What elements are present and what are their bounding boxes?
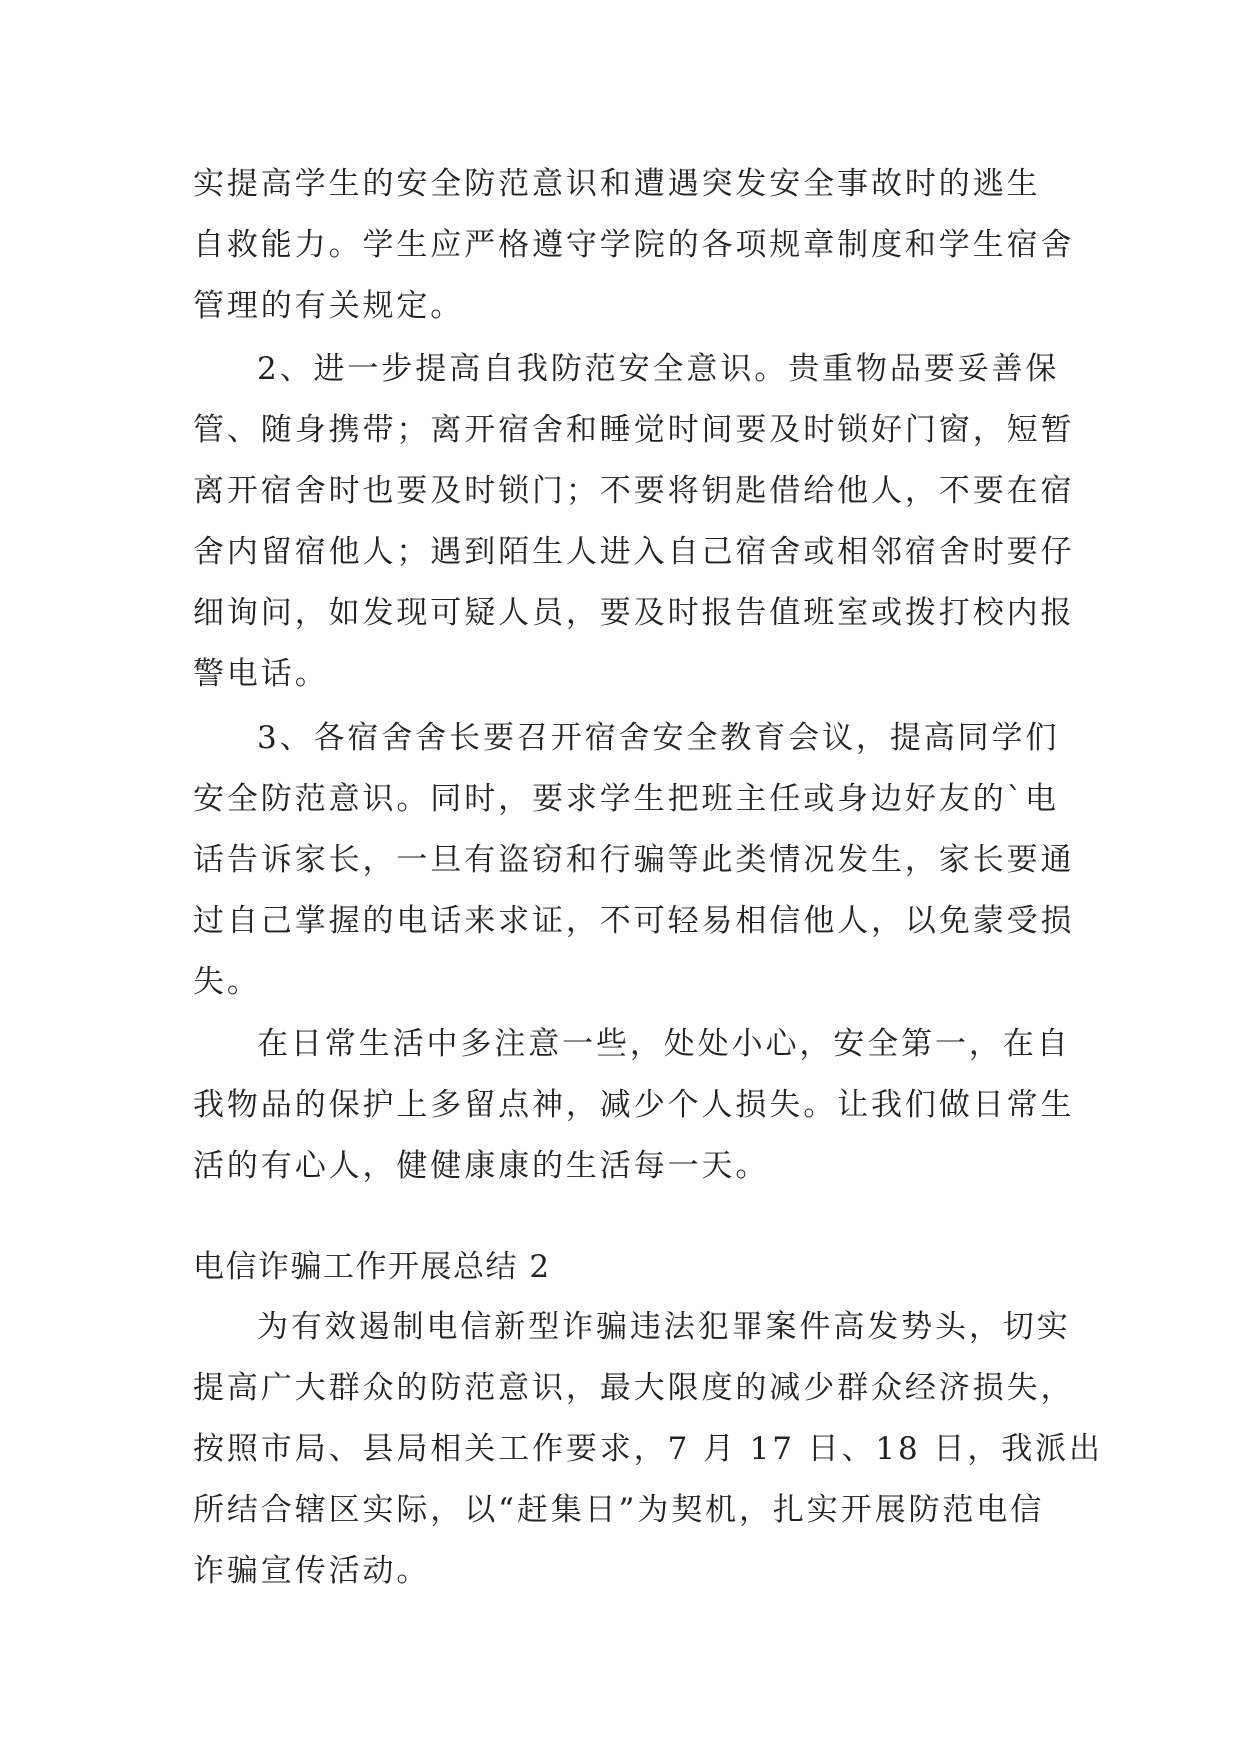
text-line: 诈骗宣传活动。 (193, 1553, 431, 1589)
text-line: 我物品的保护上多留点神，减少个人损失。让我们做日常生 (193, 1087, 1075, 1123)
section2-paragraph (193, 1297, 1103, 1602)
text-line: 细询问，如发现可疑人员，要及时报告值班室或拨打校内报 (193, 595, 1075, 631)
text-line: 话告诉家长，一旦有盗窃和行骗等此类情况发生，家长要通 (193, 842, 1075, 878)
text-line: 在日常生活中多注意一些，处处小心，安全第一，在自 (257, 1026, 1071, 1062)
text-line: 失。 (193, 964, 261, 1000)
text-line: 提高广大群众的防范意识，最大限度的减少群众经济损失， (193, 1370, 1075, 1406)
section-heading: 电信诈骗工作开展总结 2 (193, 1249, 551, 1285)
section2-heading-block (193, 1237, 1053, 1298)
text-line: 为有效遏制电信新型诈骗违法犯罪案件高发势头，切实 (257, 1309, 1071, 1345)
text-line: 管、随身携带；离开宿舍和睡觉时间要及时锁好门窗，短暂 (193, 412, 1075, 448)
text-line: 管理的有关规定。 (193, 288, 465, 324)
text-line: 2、进一步提高自我防范安全意识。贵重物品要妥善保 (257, 351, 1060, 387)
text-line: 过自己掌握的电话来求证，不可轻易相信他人，以免蒙受损 (193, 903, 1075, 939)
text-line: 所结合辖区实际，以“赶集日”为契机，扎实开展防范电信 (193, 1492, 1045, 1528)
section1-paragraph-2 (193, 339, 1075, 705)
text-line: 按照市局、县局相关工作要求，7 月 17 日、18 日，我派出 (193, 1431, 1103, 1467)
text-line: 舍内留宿他人；遇到陌生人进入自己宿舍或相邻宿舍时要仔 (193, 534, 1075, 570)
section1-paragraph-1 (193, 154, 1075, 337)
section1-paragraph-4 (193, 1014, 1075, 1197)
text-line: 警电话。 (193, 656, 329, 692)
text-line: 离开宿舍时也要及时锁门；不要将钥匙借给他人，不要在宿 (193, 473, 1075, 509)
text-line: 安全防范意识。同时，要求学生把班主任或身边好友的`电 (193, 781, 1059, 817)
text-line: 活的有心人，健健康康的生活每一天。 (193, 1148, 770, 1184)
text-line: 自救能力。学生应严格遵守学院的各项规章制度和学生宿舍 (193, 227, 1075, 263)
text-line: 实提高学生的安全防范意识和遭遇突发安全事故时的逃生 (193, 166, 1041, 202)
section1-paragraph-3 (193, 708, 1075, 1013)
text-line: 3、各宿舍舍长要召开宿舍安全教育会议，提高同学们 (257, 720, 1060, 756)
